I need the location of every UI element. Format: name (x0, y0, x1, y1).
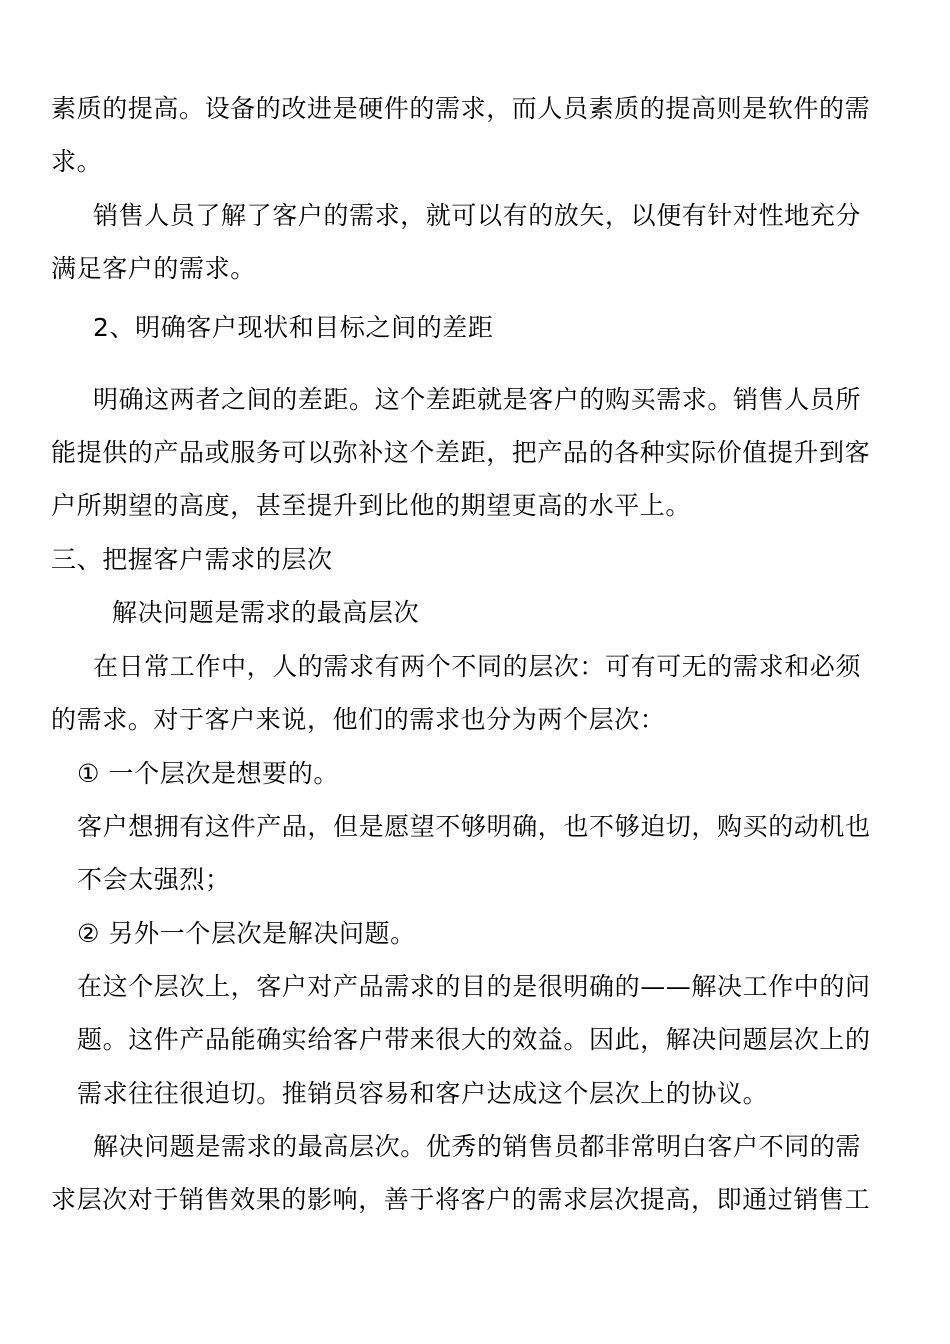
paragraph-line: 的需求。对于客户来说，他们的需求也分为两个层次： (51, 705, 666, 734)
paragraph-line: 户所期望的高度，甚至提升到比他的期望更高的水平上。 (51, 491, 692, 520)
paragraph-line: 求。 (51, 147, 103, 176)
paragraph-line: 解决问题是需求的最高层次。优秀的销售员都非常明白客户不同的需 (93, 1132, 862, 1161)
paragraph-line: 不会太强烈； (77, 865, 231, 894)
paragraph-line: 满足客户的需求。 (51, 254, 256, 283)
list-item: ② 另外一个层次是解决问题。 (77, 919, 416, 948)
paragraph-line: 在这个层次上，客户对产品需求的目的是很明确的——解决工作中的问 (77, 972, 871, 1001)
paragraph-line: 需求往往很迫切。推销员容易和客户达成这个层次上的协议。 (77, 1079, 769, 1108)
paragraph-line: 客户想拥有这件产品，但是愿望不够明确，也不够迫切，购买的动机也 (77, 812, 871, 841)
paragraph-line: 题。这件产品能确实给客户带来很大的效益。因此，解决问题层次上的 (77, 1025, 871, 1054)
subsection-heading: 解决问题是需求的最高层次 (112, 598, 420, 627)
paragraph-line: 明确这两者之间的差距。这个差距就是客户的购买需求。销售人员所 (93, 385, 862, 414)
paragraph-line: 销售人员了解了客户的需求，就可以有的放矢，以便有针对性地充分 (93, 201, 862, 230)
paragraph-line: 能提供的产品或服务可以弥补这个差距，把产品的各种实际价值提升到客 (51, 438, 871, 467)
paragraph-line: 求层次对于销售效果的影响，善于将客户的需求层次提高，即通过销售工 (51, 1185, 871, 1214)
section-heading: 2、明确客户现状和目标之间的差距 (93, 313, 494, 342)
paragraph-line: 素质的提高。设备的改进是硬件的需求，而人员素质的提高则是软件的需 (51, 94, 871, 123)
paragraph-line: 在日常工作中，人的需求有两个不同的层次：可有可无的需求和必须 (93, 652, 862, 681)
section-heading: 三、把握客户需求的层次 (51, 545, 333, 574)
list-item: ① 一个层次是想要的。 (77, 759, 339, 788)
